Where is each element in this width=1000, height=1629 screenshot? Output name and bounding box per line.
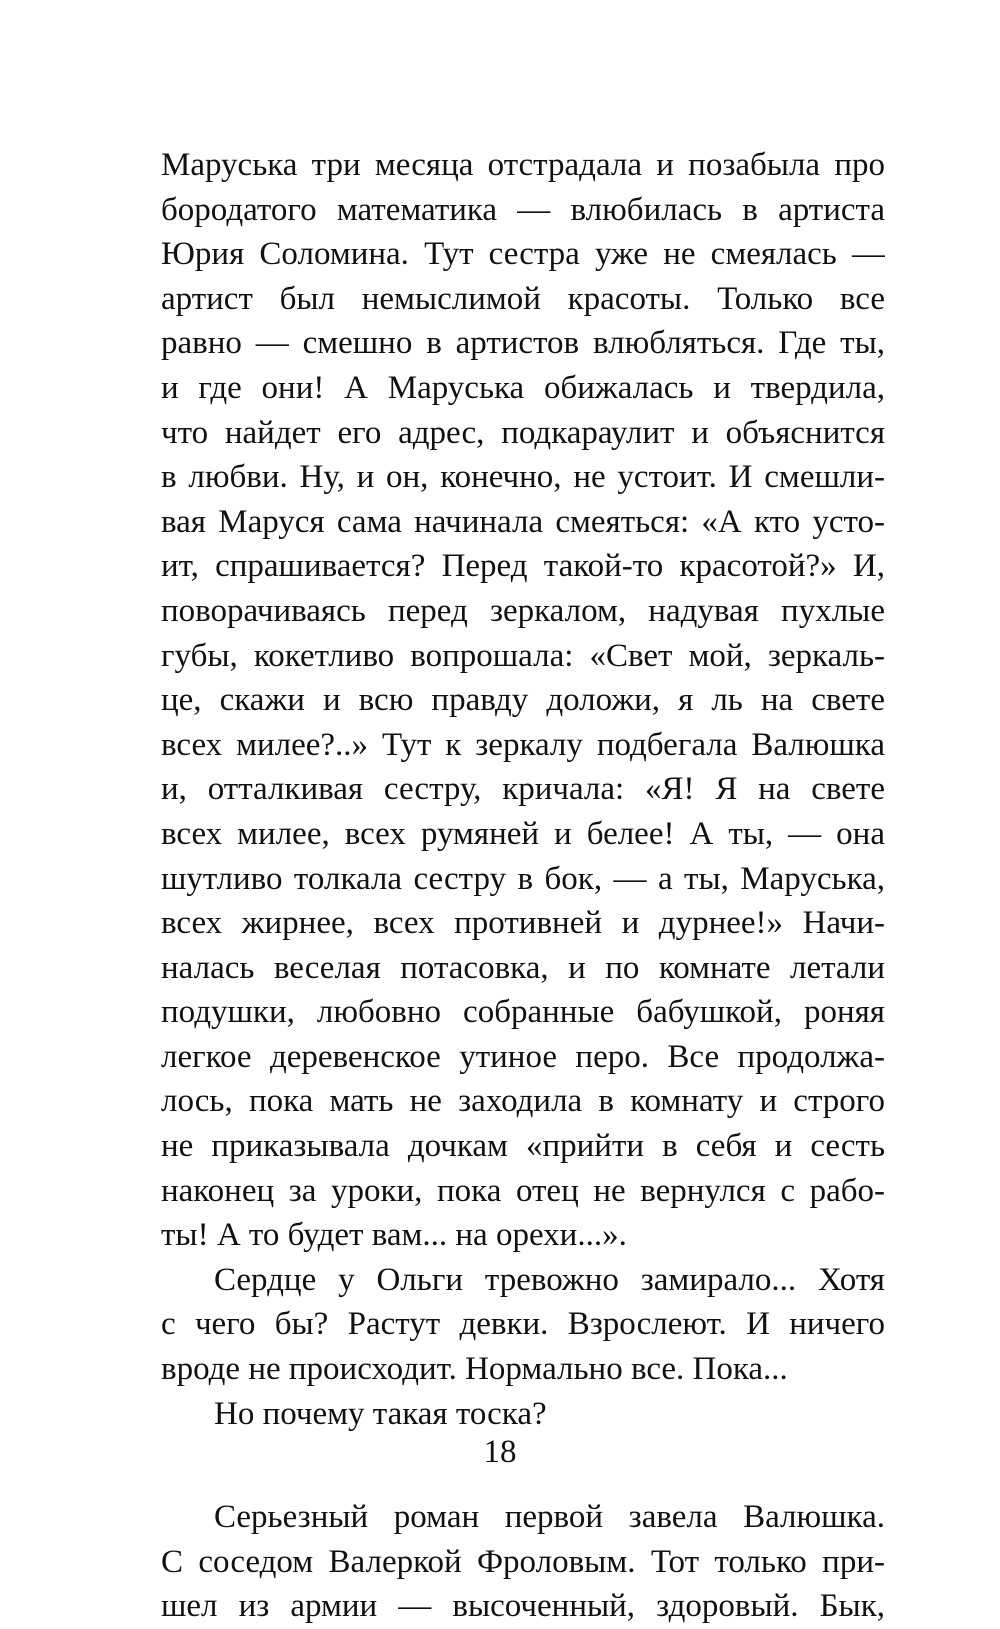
text-line: равно — смешно в артистов влюбляться. Где ты, bbox=[161, 325, 885, 362]
text-line: шутливо толкала сестру в бок, — а ты, Маруська, bbox=[161, 860, 885, 897]
text-line: поворачиваясь перед зеркалом, надувая пухлые bbox=[161, 592, 885, 629]
text-line: лось, пока мать не заходила в комнату и строго bbox=[161, 1083, 885, 1120]
text-line: наконец за уроки, пока отец не вернулся с рабо- bbox=[161, 1172, 885, 1209]
text-line: шел из армии — высоченный, здоровый. Бык, bbox=[161, 1588, 885, 1625]
body-text bbox=[161, 143, 885, 1629]
text-line: всех милее?..» Тут к зеркалу подбегала Валюшка bbox=[161, 726, 885, 763]
paragraph bbox=[161, 1495, 885, 1629]
text-line: це, скажи и всю правду доложи, я ль на свете bbox=[161, 682, 885, 719]
text-line: всех жирнее, всех противней и дурнее!» Начи- bbox=[161, 905, 885, 942]
text-line: Маруська три месяца отстрадала и позабыла про bbox=[161, 147, 885, 183]
text-line: Но почему такая тоска? bbox=[214, 1395, 547, 1432]
text-line: и где они! А Маруська обижалась и твердила, bbox=[161, 369, 885, 406]
text-line: вая Маруся сама начинала смеяться: «А кто усто- bbox=[161, 503, 885, 540]
text-line: вроде не происходит. Нормально все. Пока... bbox=[161, 1351, 788, 1388]
paragraph bbox=[161, 1258, 885, 1392]
text-line: подушки, любовно собранные бабушкой, роняя bbox=[161, 994, 885, 1031]
text-line: С соседом Валеркой Фроловым. Тот только при- bbox=[161, 1543, 885, 1580]
text-line: губы, кокетливо вопрошала: «Свет мой, зеркаль- bbox=[161, 637, 885, 674]
text-line: Серьезный роман первой завела Валюшка. bbox=[214, 1499, 885, 1536]
text-line: бородатого математика — влюбилась в артиста bbox=[161, 191, 885, 228]
text-line: Сердце у Ольги тревожно замирало... Хотя bbox=[214, 1261, 885, 1298]
text-line: в любви. Ну, и он, конечно, не устоит. И смешли- bbox=[161, 459, 885, 496]
text-line: с чего бы? Растут девки. Взрослеют. И ничего bbox=[161, 1306, 885, 1343]
paragraph bbox=[161, 143, 885, 1258]
text-line: Юрия Соломина. Тут сестра уже не смеялась — bbox=[161, 236, 885, 273]
text-line: не приказывала дочкам «прийти в себя и сесть bbox=[161, 1128, 885, 1165]
text-line: всех милее, всех румяней и белее! А ты, — она bbox=[161, 815, 885, 852]
text-line: налась веселая потасовка, и по комнате летали bbox=[161, 949, 885, 986]
text-line: ты! А то будет вам... на орехи...». bbox=[161, 1217, 627, 1254]
text-line: что найдет его адрес, подкараулит и объяснится bbox=[161, 414, 885, 451]
page-number: 18 bbox=[483, 1434, 517, 1470]
text-line: артист был немыслимой красоты. Только все bbox=[161, 280, 885, 317]
text-line: ит, спрашивается? Перед такой-то красотой?» И, bbox=[161, 548, 885, 585]
text-line: и, отталкивая сестру, кричала: «Я! Я на свете bbox=[161, 771, 885, 808]
text-line: легкое деревенское утиное перо. Все продолжа- bbox=[161, 1038, 885, 1075]
